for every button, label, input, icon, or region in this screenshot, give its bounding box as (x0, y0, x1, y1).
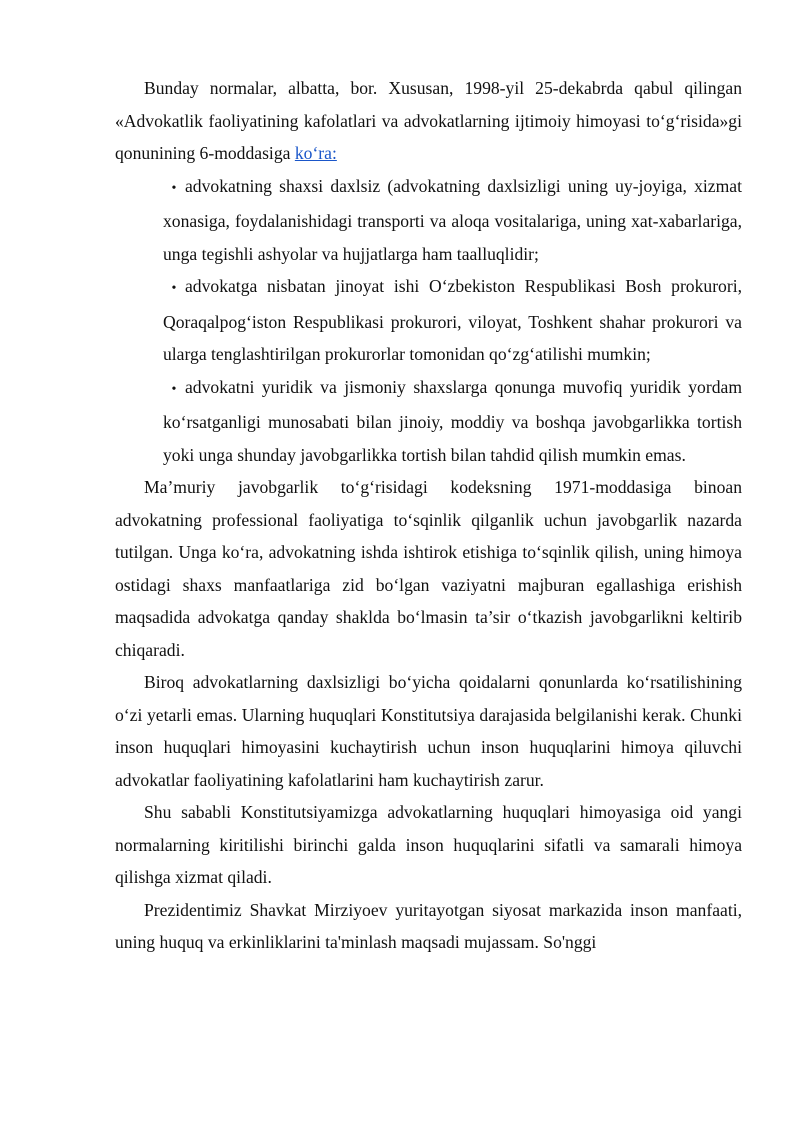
list-item-text: advokatning shaxsi daxlsiz (advokatning daxlsizligi uning uy-joyiga, xizmat xonasiga, foydalanishidagi transporti va aloqa vositalariga, uning xat-xabarlariga, unga tegishli ashyolar va hujjatlarga ham taalluqlidir; (163, 175, 742, 264)
list-item (163, 270, 742, 371)
list-item-text: advokatga nisbatan jinoyat ishi O‘zbekiston Respublikasi Bosh prokurori, Qoraqalpog‘iston Respublikasi prokurori, viloyat, Toshkent shahar prokurori va ularga tenglashtirilgan prokurorlar tomonidan qo‘zg‘atilishi mumkin; (163, 276, 742, 364)
list-item (163, 170, 742, 271)
paragraph-5: Prezidentimiz Shavkat Mirziyoev yuritayotgan siyosat markazida inson manfaati, uning huquq va erkinliklarini ta'minlash maqsadi mujassam. So'nggi (115, 899, 742, 952)
reference-link[interactable]: ko‘ra: (294, 143, 337, 163)
document-page (115, 72, 742, 959)
paragraph-4: Shu sababli Konstitutsiyamizga advokatlarning huquqlari himoyasiga oid yangi normalarning kiritilishi birinchi galda inson huquqlarini sifatli va samarali himoya qilishga xizmat qiladi. (115, 802, 742, 887)
paragraph-1 (115, 72, 742, 170)
bullet-icon (163, 170, 185, 206)
list-item (163, 371, 742, 472)
bullet-icon (163, 371, 185, 407)
paragraph-2: Ma’muriy javobgarlik to‘g‘risidagi kodeksning 1971-moddasiga binoan advokatning professional faoliyatiga to‘sqinlik qilganlik uchun javobgarlik nazarda tutilgan. Unga ko‘ra, advokatning ishda ishtirok etishiga to‘sqinlik qilish, uning himoya ostidagi shaxs manfaatlariga zid bo‘lgan vaziyatni majburan egallashiga erishish maqsadida advokatga qanday shaklda bo‘lmasin ta’sir o‘tkazish javobgarlikni keltirib chiqaradi. (115, 477, 742, 660)
paragraph-3: Biroq advokatlarning daxlsizligi bo‘yicha qoidalarni qonunlarda ko‘rsatilishining o‘zi yetarli emas. Ularning huquqlari Konstitutsiya darajasida belgilanishi kerak. Chunki inson huquqlari himoyasini kuchaytirish uchun inson huquqlarini himoya qiluvchi advokatlar faoliyatining kafolatlarini ham kuchaytirish zarur. (115, 672, 742, 790)
paragraph-1-text: Bunday normalar, albatta, bor. Xususan, 1998-yil 25-dekabrda qabul qilingan «Advokatlik faoliyatining kafolatlari va advokatlarning ijtimoiy himoyasi to‘g‘risida»gi qonunining 6-moddasiga (115, 78, 742, 163)
list-item-text: advokatni yuridik va jismoniy shaxslarga qonunga muvofiq yuridik yordam ko‘rsatganligi munosabati bilan jinoiy, moddiy va boshqa javobgarlikka tortish yoki unga shunday javobgarlikka tortish bilan tahdid qilish mumkin emas. (163, 376, 742, 465)
bullet-icon (163, 270, 185, 306)
bullet-list (115, 170, 742, 472)
